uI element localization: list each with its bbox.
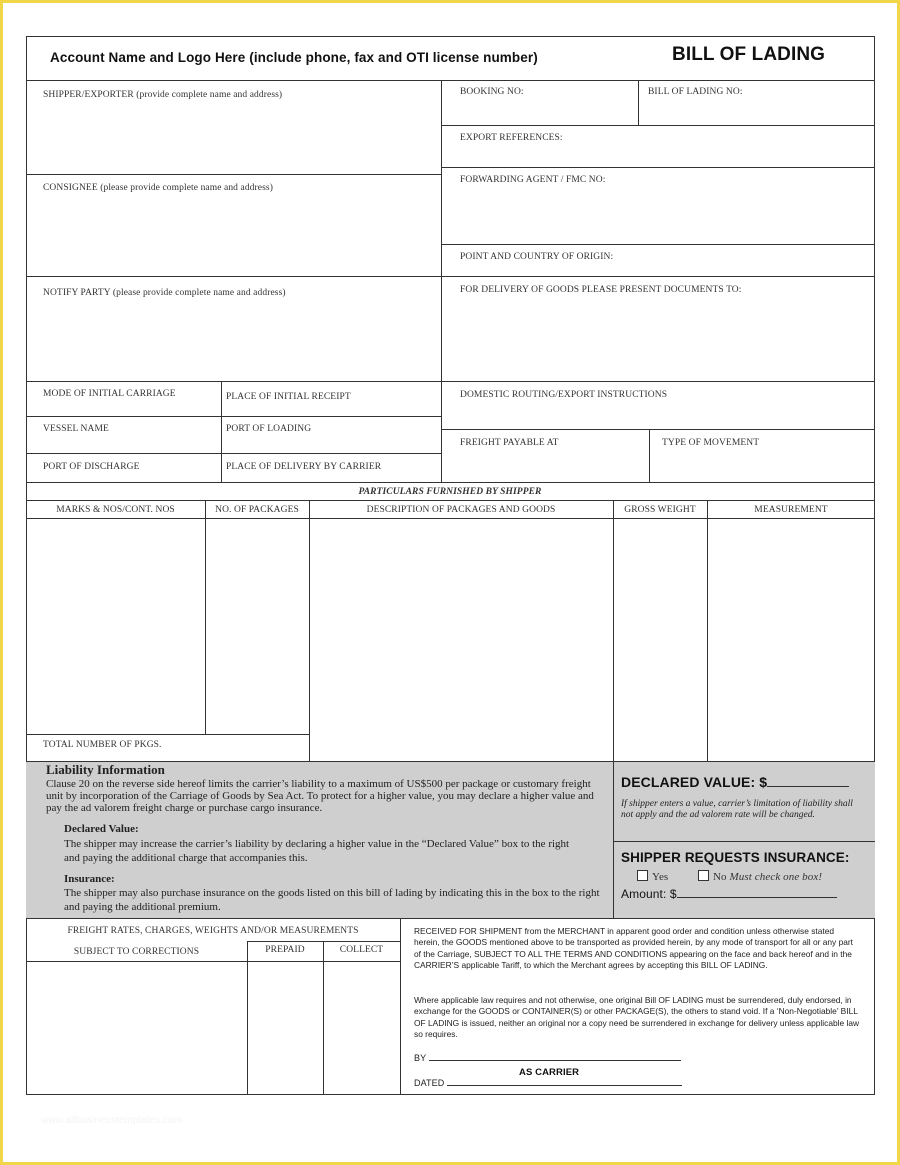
declared-value-field[interactable]: DECLARED VALUE: $ [621,774,849,790]
insurance-subheading: Insurance: [64,873,115,885]
place-of-delivery-label: PLACE OF DELIVERY BY CARRIER [226,462,382,472]
received-for-shipment-terms: RECEIVED FOR SHIPMENT from the MERCHANT in apparent good order and condition unless otherwise stated herein, the GOODS mentioned above to be transported as provided herein, by any mode of transport for all or any part of the Carriage, SUBJECT TO ALL THE TERMS AND CONDITIONS appearing on the face and back hereof and in the CARRIER’S applicable Tariff, to which the Merchant agrees by accepting this BILL OF LADING. [414,926,854,971]
booking-no-label: BOOKING NO: [460,87,524,97]
port-of-discharge-label: PORT OF DISCHARGE [43,462,140,472]
surrender-terms: Where applicable law requires and not otherwise, one original Bill OF LADING must be surrendered, duly endorsed, in exchange for the GOODS or CONTAINER(S) or other PACKAGE(S), the others to stand void. If a ‘Non-Negotiable’ BILL OF LADING is issued, neither an original nor a copy need be surrendered in exchange for delivery unless applicable law so requires. [414,995,860,1040]
prepaid-label: PREPAID [265,945,305,955]
port-of-loading-label: PORT OF LOADING [226,424,312,434]
amount-field[interactable]: Amount: $ [621,887,837,901]
col-measurement: MEASUREMENT [754,505,828,515]
bill-of-lading-page [3,3,897,1162]
no-option[interactable]: No Must check one box! [698,870,822,883]
domestic-routing-label: DOMESTIC ROUTING/EXPORT INSTRUCTIONS [460,390,668,400]
freight-payable-at-label: FREIGHT PAYABLE AT [460,438,559,448]
shipper-exporter-label: SHIPPER/EXPORTER (provide complete name and address) [43,90,283,100]
yes-checkbox[interactable] [637,870,648,881]
point-country-origin-label: POINT AND COUNTRY OF ORIGIN: [460,252,614,262]
by-signature-line[interactable]: BY [414,1053,681,1063]
no-checkbox[interactable] [698,870,709,881]
shipper-requests-insurance-heading: SHIPPER REQUESTS INSURANCE: [621,850,850,865]
declared-value-subheading: Declared Value: [64,823,139,835]
as-carrier-label: AS CARRIER [519,1067,580,1078]
notify-party-label: NOTIFY PARTY (please provide complete name and address) [43,288,286,298]
liability-heading: Liability Information [46,762,165,777]
declared-value-text: The shipper may increase the carrier’s liability by declaring a higher value in the “Declared Value” box to the right and paying the additional charge that accompanies this. [64,838,570,864]
declared-value-note: If shipper enters a value, carrier’s limitation of liability shall not apply and the ad valorem rate will be changed. [621,799,853,820]
export-references-label: EXPORT REFERENCES: [460,133,563,143]
forwarding-agent-label: FORWARDING AGENT / FMC NO: [460,175,606,185]
col-no-packages: NO. OF PACKAGES [215,505,299,515]
consignee-label: CONSIGNEE (please provide complete name and address) [43,183,273,193]
amount-blank[interactable] [677,897,837,898]
place-of-initial-receipt-label: PLACE OF INITIAL RECEIPT [226,392,351,402]
subject-to-corrections-label: SUBJECT TO CORRECTIONS [73,947,200,957]
vessel-name-label: VESSEL NAME [43,424,109,434]
account-header: Account Name and Logo Here (include phone, fax and OTI license number) [50,50,538,65]
delivery-documents-label: FOR DELIVERY OF GOODS PLEASE PRESENT DOCUMENTS TO: [460,285,742,295]
form-title: BILL OF LADING [672,44,826,65]
insurance-text: The shipper may also purchase insurance on the goods listed on this bill of lading by indicating this in the box to the right and paying the additional premium. [64,887,600,913]
collect-label: COLLECT [339,945,384,955]
declared-value-blank[interactable] [767,786,849,787]
col-description: DESCRIPTION OF PACKAGES AND GOODS [366,505,556,515]
total-number-pkgs-label: TOTAL NUMBER OF PKGS. [43,740,162,750]
dated-line[interactable]: DATED [414,1078,682,1088]
col-marks-nos: MARKS & NOS/CONT. NOS [56,505,175,515]
bill-of-lading-no-label: BILL OF LADING NO: [648,87,743,97]
liability-clause: Clause 20 on the reverse side hereof limits the carrier’s liability to a maximum of US$500 per package or customary freight unit by incorporation of the Carriage of Goods by Sea Act. To protect for a higher value, you may declare a higher value and pay the ad valorem freight charge or purchase cargo insurance. [46,778,594,814]
by-blank[interactable] [429,1060,681,1061]
mode-of-initial-carriage-label: MODE OF INITIAL CARRIAGE [43,389,176,399]
yes-option[interactable]: Yes [637,870,668,883]
watermark: www.allbusinesstemplates.com [41,1115,183,1126]
particulars-heading: PARTICULARS FURNISHED BY SHIPPER [358,487,542,497]
freight-rates-heading: FREIGHT RATES, CHARGES, WEIGHTS AND/OR MEASUREMENTS [67,926,359,936]
type-of-movement-label: TYPE OF MOVEMENT [662,438,760,448]
dated-blank[interactable] [447,1085,682,1086]
col-gross-weight: GROSS WEIGHT [624,505,696,515]
